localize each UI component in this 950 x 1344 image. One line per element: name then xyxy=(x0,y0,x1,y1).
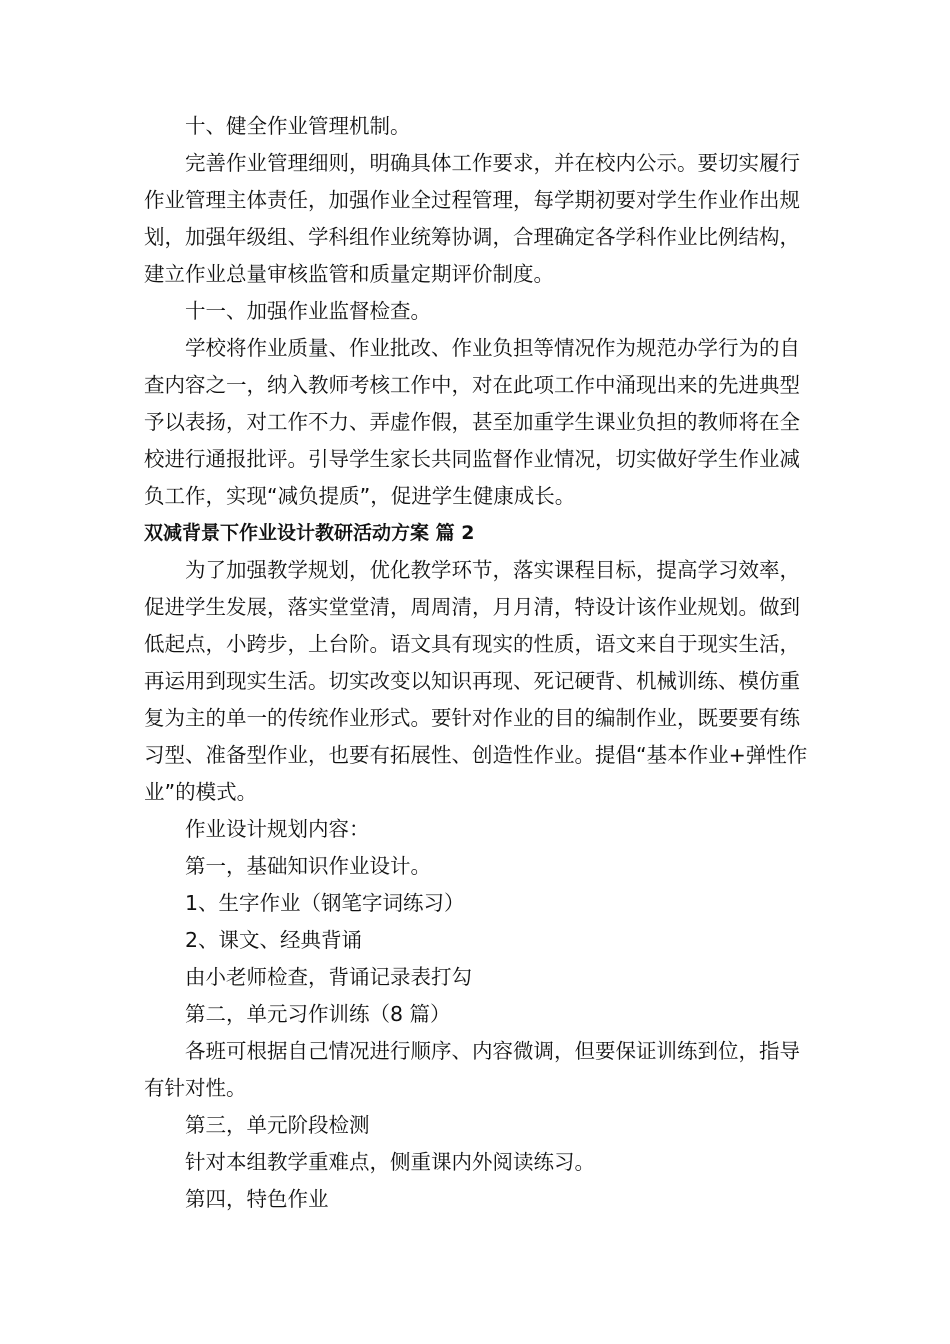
section-heading-11: 十一、加强作业监督检查。 xyxy=(185,299,431,323)
section-heading-10: 十、健全作业管理机制。 xyxy=(185,114,411,138)
list-item: 由小老师检查，背诵记录表打勾 xyxy=(185,965,472,989)
list-intro: 作业设计规划内容： xyxy=(185,817,370,841)
body-paragraph: 为了加强教学规划，优化教学环节，落实课程目标，提高学习效率，促进学生发展，落实堂堂清，周周清，月月清，特设计该作业规划。做到低起点，小跨步，上台阶。语文具有现实的性质，语文来自于现实生活，再运用到现实生活。切实改变以知识再现、死记硬背、机械训练、模仿重复为主的单一的传统作业形式。要针对作业的目的编制作业，既要要有练习型、准备型作业，也要有拓展性、创造性作业。提倡“基本作业+弹性作业”的模式。 xyxy=(144,558,808,804)
chapter-title: 双减背景下作业设计教研活动方案 篇 2 xyxy=(144,522,475,544)
body-paragraph: 学校将作业质量、作业批改、作业负担等情况作为规范办学行为的自查内容之一，纳入教师考核工作中，对在此项工作中涌现出来的先进典型予以表扬，对工作不力、弄虚作假，甚至加重学生课业负担的教师将在全校进行通报批评。引导学生家长共同监督作业情况，切实做好学生作业减负工作，实现“减负提质”，促进学生健康成长。 xyxy=(144,336,800,508)
body-paragraph: 完善作业管理细则，明确具体工作要求，并在校内公示。要切实履行作业管理主体责任，加强作业全过程管理，每学期初要对学生作业作出规划，加强年级组、学科组作业统筹协调，合理确定各学科作业比例结构，建立作业总量审核监管和质量定期评价制度。 xyxy=(144,151,800,286)
list-item: 第四，特色作业 xyxy=(185,1187,329,1211)
list-item: 第三，单元阶段检测 xyxy=(185,1113,370,1137)
body-paragraph: 各班可根据自己情况进行顺序、内容微调，但要保证训练到位，指导有针对性。 xyxy=(144,1039,800,1100)
list-item: 1、生字作业（钢笔字词练习） xyxy=(185,891,465,915)
list-item: 针对本组教学重难点，侧重课内外阅读练习。 xyxy=(185,1150,595,1174)
list-item: 2、课文、经典背诵 xyxy=(185,928,363,952)
list-item: 第二，单元习作训练（8 篇） xyxy=(185,1002,451,1026)
document-body xyxy=(144,108,808,1218)
list-item: 第一，基础知识作业设计。 xyxy=(185,854,431,878)
